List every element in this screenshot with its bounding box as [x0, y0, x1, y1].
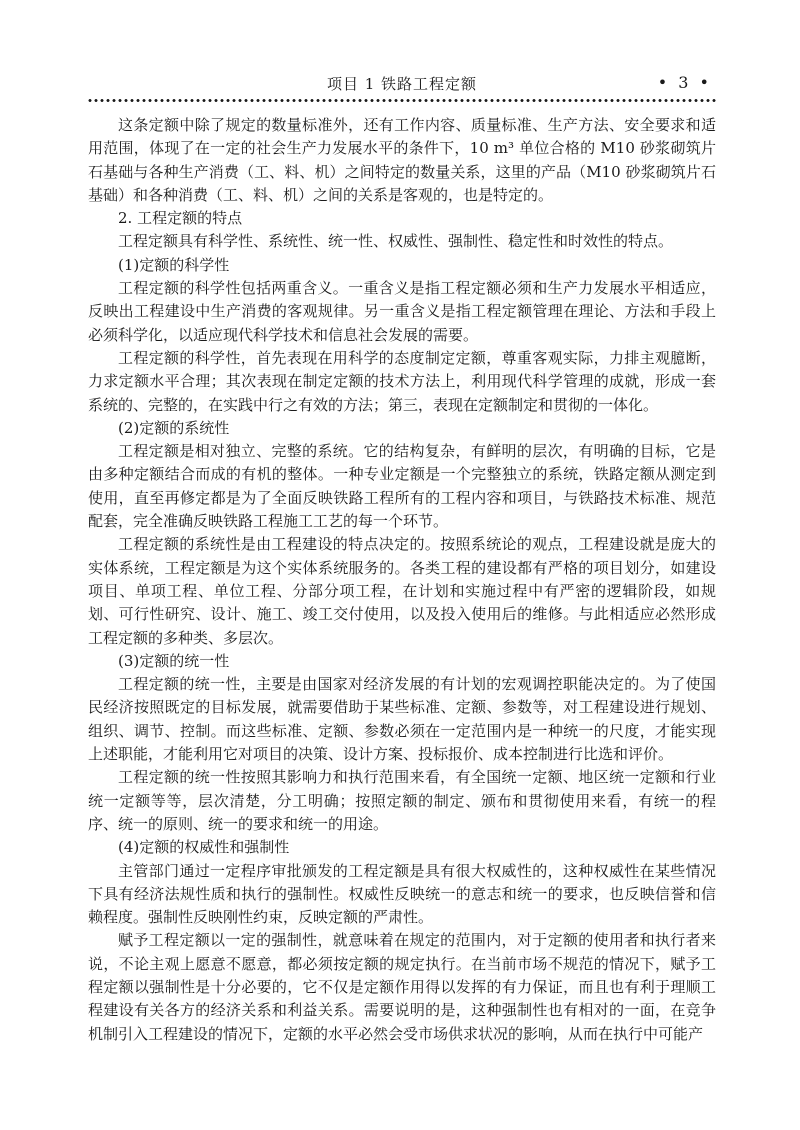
paragraph: 工程定额的统一性按照其影响力和执行范围来看，有全国统一定额、地区统一定额和行业统一定额等等，层次清楚，分工明确；按照定额的制定、颁布和贯彻使用来看，有统一的程序、统一的原则、统一的要求和统一的用途。: [88, 768, 716, 833]
paragraph: 工程定额的统一性，主要是由国家对经济发展的有计划的宏观调控职能决定的。为了使国民经济按照既定的目标发展，就需要借助于某些标准、定额、参数等，对工程建设进行规划、组织、调节、控制。而这些标准、定额、参数必须在一定范围内是一种统一的尺度，才能实现上述职能，才能利用它对项目的决策、设计方案、投标报价、成本控制进行比选和评价。: [88, 675, 716, 764]
section-heading: 2. 工程定额的特点: [118, 209, 243, 228]
subsection-heading: (4)定额的权威性和强制性: [118, 838, 290, 857]
paragraph: 工程定额的科学性包括两重含义。一重含义是指工程定额必须和生产力发展水平相适应，反映出工程建设中生产消费的客观规律。另一重含义是指工程定额管理在理论、方法和手段上必须科学化，以适应现代科学技术和信息社会发展的需要。: [88, 279, 716, 344]
page-body: [88, 114, 716, 1046]
running-header-title: 项目 1 铁路工程定额: [326, 75, 478, 93]
paragraph: 工程定额是相对独立、完整的系统。它的结构复杂，有鲜明的层次，有明确的目标，它是由多种定额结合而成的有机的整体。一种专业定额是一个完整独立的系统，铁路定额从测定到使用，直至再修定都是为了全面反映铁路工程所有的工程内容和项目，与铁路技术标准、规范配套，完全准确反映铁路工程施工工艺的每一个环节。: [88, 442, 716, 531]
paragraph: 主管部门通过一定程序审批颁发的工程定额是具有很大权威性的，这种权威性在某些情况下具有经济法规性质和执行的强制性。权威性反映统一的意志和统一的要求，也反映信誉和信赖程度。强制性反映刚性约束，反映定额的严肃性。: [88, 861, 716, 927]
page-number: • 3 •: [657, 73, 712, 92]
header-dotted-rule: [88, 98, 716, 103]
subsection-heading: (3)定额的统一性: [118, 651, 230, 670]
subsection-heading: (2)定额的系统性: [118, 418, 230, 437]
paragraph: 工程定额的科学性，首先表现在用科学的态度制定定额，尊重客观实际，力排主观臆断，力求定额水平合理；其次表现在制定定额的技术方法上，利用现代科学管理的成就，形成一套系统的、完整的，在实践中行之有效的方法；第三，表现在定额制定和贯彻的一体化。: [88, 348, 716, 414]
paragraph: 工程定额的系统性是由工程建设的特点决定的。按照系统论的观点，工程建设就是庞大的实体系统，工程定额是为这个实体系统服务的。各类工程的建设都有严格的项目划分，如建设项目、单项工程、单位工程、分部分项工程，在计划和实施过程中有严密的逻辑阶段，如规划、可行性研究、设计、施工、竣工交付使用，以及投入使用后的维修。与此相适应必然形成工程定额的多种类、多层次。: [88, 535, 716, 647]
subsection-heading: (1)定额的科学性: [118, 255, 230, 274]
paragraph: 工程定额具有科学性、系统性、统一性、权威性、强制性、稳定性和时效性的特点。: [118, 232, 674, 251]
paragraph: 赋予工程定额以一定的强制性，就意味着在规定的范围内，对于定额的使用者和执行者来说，不论主观上愿意不愿意，都必须按定额的规定执行。在当前市场不规范的情况下，赋予工程定额以强制性是十分必要的，它不仅是定额作用得以发挥的有力保证，而且也有利于理顺工程建设有关各方的经济关系和利益关系。需要说明的是，这种强制性也有相对的一面，在竞争机制引入工程建设的情况下，定额的水平必然会受市场供求状况的影响，从而在执行中可能产: [88, 931, 716, 1043]
paragraph: 这条定额中除了规定的数量标准外，还有工作内容、质量标准、生产方法、安全要求和适用范围，体现了在一定的社会生产力发展水平的条件下，10 m³ 单位合格的 M10 砂浆砌筑片石基础与各种生产消费（工、料、机）之间特定的数量关系，这里的产品（M10 砂浆砌筑片石基础）和各种消费（工、料、机）之间的关系是客观的，也是特定的。: [88, 116, 716, 204]
running-header: [88, 73, 716, 97]
